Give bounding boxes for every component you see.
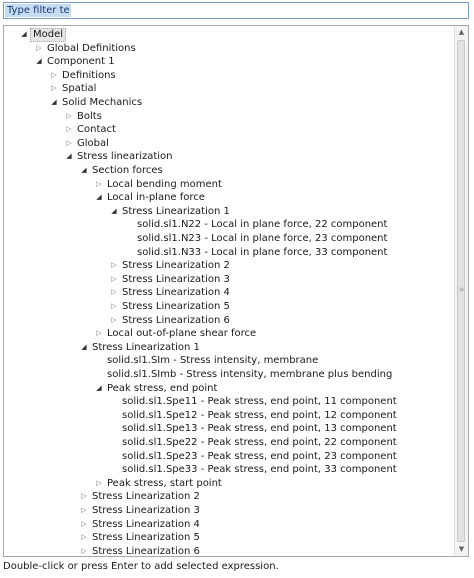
tree-item-label: solid.sl1.Spe13 - Peak stress, end point, 13 component [122, 423, 397, 435]
expanded-triangle-icon[interactable]: ◢ [81, 166, 87, 174]
tree-item-label: Component 1 [47, 56, 115, 68]
tree-node[interactable] [4, 300, 455, 314]
collapsed-triangle-icon[interactable]: ▷ [96, 329, 102, 338]
tree-node[interactable] [4, 55, 455, 69]
tree-node[interactable] [4, 28, 455, 42]
collapsed-triangle-icon[interactable]: ▷ [66, 111, 72, 120]
tree-item-label: solid.sl1.SIm - Stress intensity, membrane [107, 355, 319, 367]
expanded-triangle-icon[interactable]: ◢ [36, 57, 42, 66]
tree-item-label: Stress linearization [77, 151, 173, 163]
collapsed-triangle-icon[interactable]: ▷ [81, 533, 87, 542]
tree-node[interactable] [4, 123, 455, 137]
expanded-triangle-icon[interactable]: ◢ [21, 30, 27, 38]
tree-leaf-item[interactable] [4, 232, 455, 246]
tree-item-label: Peak stress, start point [107, 477, 222, 489]
tree-leaf-item[interactable] [4, 422, 455, 436]
tree-item-label: solid.sl1.Spe12 - Peak stress, end point, 12 component [122, 409, 397, 421]
tree-item-label: Peak stress, end point [107, 382, 218, 394]
tree-leaf-item[interactable] [4, 354, 455, 368]
collapsed-triangle-icon[interactable]: ▷ [111, 302, 117, 310]
tree-item-label: Section forces [92, 165, 163, 176]
tree-item-label: solid.sl1.Spe22 - Peak stress, end point, 22 component [122, 437, 397, 448]
tree-item-label: Stress Linearization 3 [122, 273, 230, 285]
tree-item-label: Local bending moment [107, 178, 222, 190]
tree-node[interactable] [4, 191, 455, 205]
tree-node[interactable] [4, 150, 455, 164]
tree-item-label: Stress Linearization 2 [122, 260, 230, 272]
tree-item-label: Stress Linearization 5 [92, 532, 200, 544]
collapsed-triangle-icon[interactable]: ▷ [51, 84, 57, 93]
tree-item-label: Solid Mechanics [62, 97, 143, 108]
tree-leaf-item[interactable] [4, 246, 455, 260]
tree-leaf-item[interactable] [4, 368, 455, 382]
tree-node[interactable] [4, 178, 455, 192]
tree-node[interactable] [4, 110, 455, 124]
scroll-down-icon[interactable]: ▼ [458, 545, 465, 553]
tree-item-label: Stress Linearization 4 [122, 287, 230, 299]
tree-rows [4, 26, 455, 556]
tree-item-label: Stress Linearization 5 [122, 301, 230, 312]
tree-leaf-item[interactable] [4, 436, 455, 450]
tree-node[interactable] [4, 327, 455, 341]
tree-node[interactable] [4, 205, 455, 219]
tree-leaf-item[interactable] [4, 395, 455, 409]
tree-item-label: Stress Linearization 6 [122, 314, 230, 326]
collapsed-triangle-icon[interactable]: ▷ [51, 70, 57, 79]
grip-icon: ≡ [459, 286, 465, 293]
collapsed-triangle-icon[interactable]: ▷ [111, 261, 117, 270]
tree-node[interactable] [4, 164, 455, 178]
tree-node[interactable] [4, 137, 455, 151]
tree-node[interactable] [4, 518, 455, 532]
collapsed-triangle-icon[interactable]: ▷ [36, 43, 42, 52]
tree-node[interactable] [4, 96, 455, 110]
tree-node[interactable] [4, 82, 455, 96]
tree-node[interactable] [4, 69, 455, 83]
collapsed-triangle-icon[interactable]: ▷ [96, 179, 102, 188]
expanded-triangle-icon[interactable]: ◢ [111, 206, 117, 215]
tree-node[interactable] [4, 42, 455, 56]
tree-item-label: Model [30, 28, 66, 42]
tree-node[interactable] [4, 545, 455, 557]
tree-node[interactable] [4, 504, 455, 518]
tree-leaf-item[interactable] [4, 218, 455, 232]
tree-node[interactable] [4, 273, 455, 287]
tree-node[interactable] [4, 286, 455, 300]
collapsed-triangle-icon[interactable]: ▷ [66, 125, 72, 134]
scroll-up-icon[interactable]: ▲ [458, 28, 465, 36]
tree-node[interactable] [4, 259, 455, 273]
tree-item-label: Definitions [62, 69, 116, 81]
tree-item-label: solid.sl1.N33 - Local in plane force, 33 component [137, 246, 388, 258]
tree-item-label: Global [77, 137, 109, 149]
tree-item-label: Bolts [77, 110, 102, 122]
tree-item-label: solid.sl1.Spe33 - Peak stress, end point, 33 component [122, 464, 397, 476]
expanded-triangle-icon[interactable]: ◢ [81, 342, 87, 351]
collapsed-triangle-icon[interactable]: ▷ [81, 519, 87, 528]
collapsed-triangle-icon[interactable]: ▷ [81, 546, 87, 555]
status-hint: Double-click or press Enter to add selected expression. [3, 561, 279, 572]
tree-item-label: solid.sl1.Spe11 - Peak stress, end point, 11 component [122, 396, 397, 408]
tree-item-label: Stress Linearization 1 [92, 341, 200, 353]
tree-item-label: Stress Linearization 6 [92, 545, 200, 557]
expanded-triangle-icon[interactable]: ◢ [96, 193, 102, 202]
tree-node[interactable] [4, 314, 455, 328]
tree-item-label: Global Definitions [47, 42, 136, 54]
tree-item-label: Local in-plane force [107, 192, 205, 204]
tree-node[interactable] [4, 531, 455, 545]
tree-item-label: Contact [77, 124, 116, 136]
tree-item-label: Stress Linearization 4 [92, 518, 200, 530]
expanded-triangle-icon[interactable]: ◢ [51, 98, 57, 106]
collapsed-triangle-icon[interactable]: ▷ [111, 274, 117, 283]
tree-item-label: Stress Linearization 3 [92, 505, 200, 516]
filter-input[interactable] [5, 4, 71, 17]
tree-item-label: Stress Linearization 1 [122, 205, 230, 217]
tree-item-label: Spatial [62, 83, 97, 95]
tree-leaf-item[interactable] [4, 409, 455, 423]
collapsed-triangle-icon[interactable]: ▷ [96, 478, 102, 487]
expression-tree[interactable] [3, 25, 469, 557]
vertical-scrollbar[interactable] [454, 26, 468, 556]
tree-leaf-item[interactable] [4, 450, 455, 464]
tree-item-label: Stress Linearization 2 [92, 491, 200, 503]
tree-item-label: Local out-of-plane shear force [107, 328, 257, 340]
tree-item-label: solid.sl1.N23 - Local in plane force, 23 component [137, 233, 388, 244]
tree-leaf-item[interactable] [4, 463, 455, 477]
tree-node[interactable] [4, 490, 455, 504]
scrollbar-thumb[interactable] [457, 40, 465, 542]
expanded-triangle-icon[interactable]: ◢ [96, 383, 102, 392]
collapsed-triangle-icon[interactable]: ▷ [66, 138, 72, 147]
tree-node[interactable] [4, 477, 455, 491]
collapsed-triangle-icon[interactable]: ▷ [111, 288, 117, 297]
collapsed-triangle-icon[interactable]: ▷ [81, 506, 87, 514]
tree-node[interactable] [4, 382, 455, 396]
tree-item-label: solid.sl1.Spe23 - Peak stress, end point, 23 component [122, 450, 397, 462]
tree-item-label: solid.sl1.N22 - Local in plane force, 22 component [137, 219, 388, 231]
collapsed-triangle-icon[interactable]: ▷ [111, 315, 117, 324]
tree-item-label: solid.sl1.SImb - Stress intensity, membrane plus bending [107, 369, 393, 380]
expanded-triangle-icon[interactable]: ◢ [66, 152, 72, 161]
tree-node[interactable] [4, 341, 455, 355]
filter-field[interactable] [3, 2, 469, 19]
collapsed-triangle-icon[interactable]: ▷ [81, 492, 87, 501]
